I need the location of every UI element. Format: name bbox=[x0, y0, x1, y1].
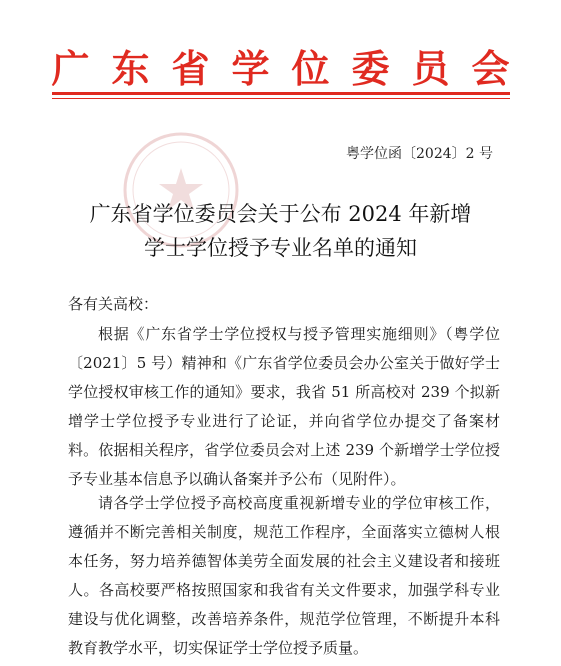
notice-title-line1: 广东省学位委员会关于公布 2024 年新增 bbox=[89, 202, 472, 226]
salutation: 各有关高校： bbox=[68, 295, 159, 313]
header-rule-thin bbox=[52, 98, 510, 99]
body-paragraph: 请各学士学位授予高校高度重视新增专业的学位审核工作，遵循并不断完善相关制度，规范工作程序，全面落实立德树人根本任务，努力培养德智体美劳全面发展的社会主义建设者和接班人。各高校要严格按照国家和我省有关文件要求，加强学科专业建设与优化调整，改善培养条件，规范学位管理，不断提升本科教育教学水平，切实保证学士学位授予质量。 bbox=[68, 494, 500, 657]
body-paragraph: 根据《广东省学士学位授权与授予管理实施细则》（粤学位〔2021〕5 号）精神和《广东省学位委员会办公室关于做好学士学位授权审核工作的通知》要求，我省 51 所高校对 239 个拟新增学士学位授予专业进行了论证，并向省学位办提交了备案材料。依据相关程序，省学位委员会对上述 239 个新增学士学位授予专业基本信息予以确认备案并予公布（见附件）。 bbox=[68, 325, 500, 488]
header-rule-thick bbox=[52, 92, 510, 95]
notice-title-line2: 学士学位授予专业名单的通知 bbox=[144, 236, 417, 260]
org-header-title: 广东省学位委员会 bbox=[51, 46, 532, 91]
document-number: 粤学位函〔2024〕2 号 bbox=[346, 146, 493, 162]
